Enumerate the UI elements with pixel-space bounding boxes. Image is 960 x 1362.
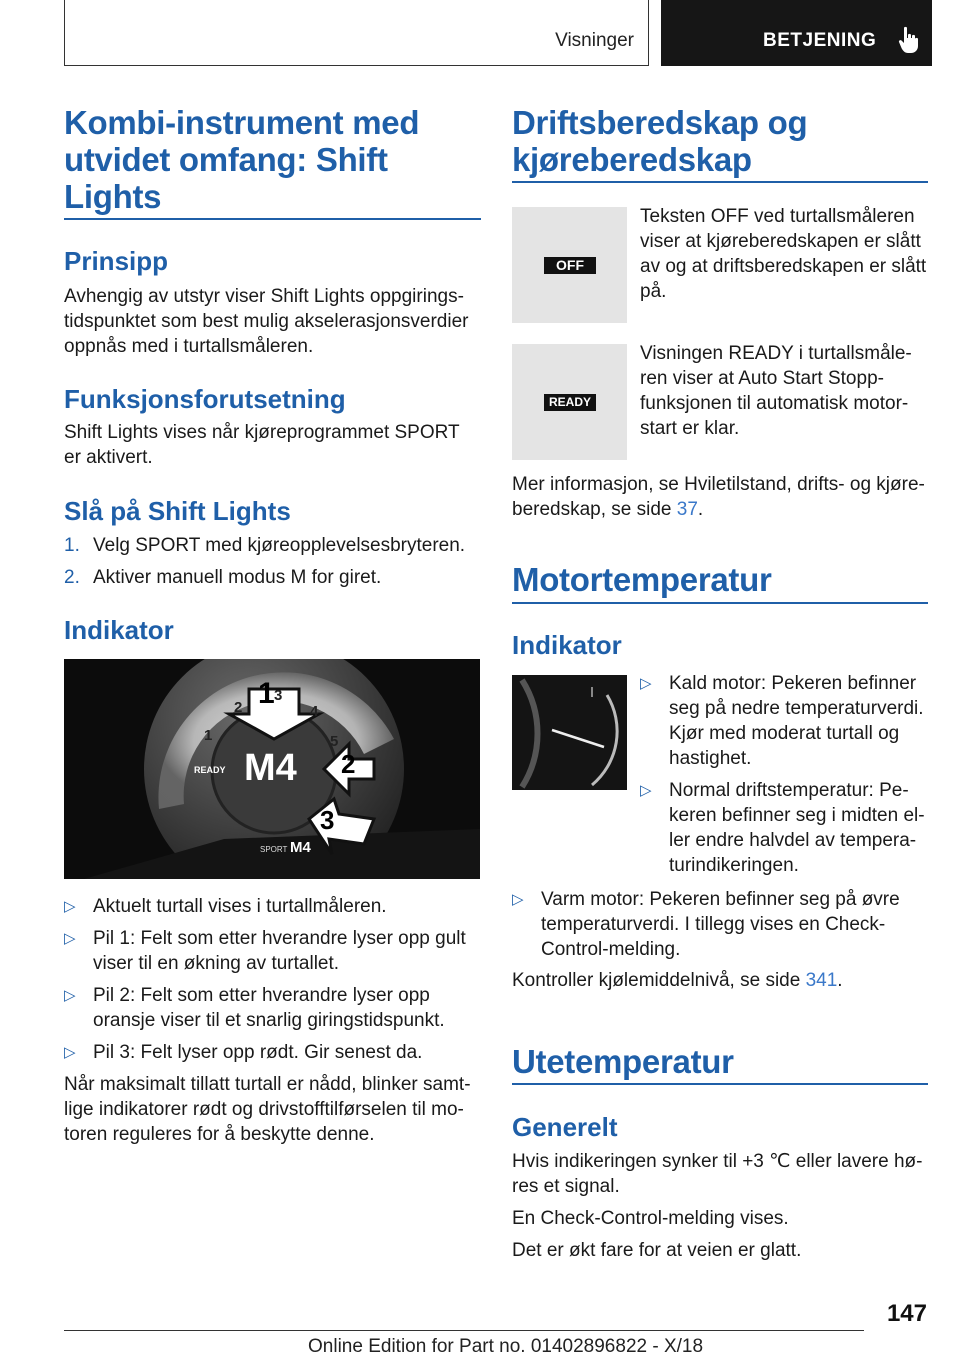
page-link-37[interactable]: 37 [676, 499, 698, 520]
list-item: ▷ Pil 1: Felt som etter hverandre lyser opp gult viser til en økning av turtallet. [64, 928, 466, 974]
triangle-bullet-icon: ▷ [512, 891, 524, 908]
arrow-1-label: 1 [258, 677, 275, 710]
general-text-1: Hvis indikeringen synker til +3 ℃ eller lavere hø-res et signal. [512, 1151, 923, 1197]
ready-label: READY [194, 765, 226, 775]
step-number: 1. [64, 535, 80, 556]
readiness-rule [512, 181, 928, 183]
triangle-bullet-icon: ▷ [640, 675, 652, 692]
arrow-3-label: 3 [320, 805, 335, 835]
requirement-text: Shift Lights vises når kjøreprogrammet SPORT er aktivert. [64, 422, 460, 468]
list-item: ▷ Kald motor: Pekeren befinner seg på nedre temperaturverdi. Kjør med moderat turtall og hastighet. [640, 673, 924, 769]
page-number: 147 [886, 1300, 927, 1327]
header-chapter-label: BETJENING [763, 30, 877, 51]
indicator-closing: Når maksimalt tillatt turtall er nådd, blinker samt-lige indikatorer rødt og drivstofftilførselen til mo-toren reguleres for å beskytte denne. [64, 1074, 471, 1145]
readiness-title: Driftsberedskap og kjøreberedskap [512, 104, 808, 178]
header-chapter-tab [661, 0, 932, 66]
temp-gauge-icon [512, 675, 627, 790]
page-link-341[interactable]: 341 [805, 970, 838, 991]
step-item [64, 533, 480, 558]
temp-gauge-figure [512, 675, 627, 790]
outside-temp-title: Utetemperatur [512, 1043, 734, 1080]
tick-5: 5 [330, 733, 339, 750]
title-rule [64, 218, 481, 220]
off-text: Teksten OFF ved turtallsmåleren viser at kjøreberedskapen er slått av og at driftsberedskapen er slått på. [640, 206, 927, 302]
header-section-tab [64, 0, 649, 66]
indicator-bullets [64, 894, 480, 1072]
triangle-bullet-icon: ▷ [64, 930, 76, 947]
step-text: Aktiver manuell modus M for giret. [93, 567, 382, 588]
engine-warm-bullet [512, 887, 930, 969]
list-item: ▷ Pil 3: Felt lyser opp rødt. Gir senest da. [64, 1042, 423, 1063]
shift-lights-title: Kombi-instrument med utvidet omfang: Shift Lights [64, 104, 420, 215]
footer-edition: Online Edition for Part no. 01402896822 - X/18 [308, 1336, 704, 1357]
arrow-2-label: 2 [341, 749, 356, 779]
general-heading: Generelt [512, 1112, 618, 1142]
principle-text: Avhengig av utstyr viser Shift Lights oppgirings-tidspunktet som best mulig akselerasjonsverdier oppnås med i turtallsmåleren. [64, 286, 469, 357]
more-info-text: Mer informasjon, se Hviletilstand, drifts- og kjøre-beredskap, se side 37. [512, 474, 925, 520]
general-text-3: Det er økt fare for at veien er glatt. [512, 1240, 802, 1261]
shift-lights-figure [64, 659, 480, 879]
list-item: ▷ Pil 2: Felt som etter hverandre lyser opp oransje viser til et snarlig giringstidspunkt. [64, 985, 445, 1031]
hand-pointer-icon [898, 26, 920, 54]
off-badge: OFF [544, 257, 596, 274]
triangle-bullet-icon: ▷ [64, 898, 76, 915]
coolant-check-text: Kontroller kjølemiddelnivå, se side 341. [512, 970, 843, 991]
ready-badge: READY [544, 394, 596, 411]
triangle-bullet-icon: ▷ [64, 1044, 76, 1061]
general-text-2: En Check-Control-melding vises. [512, 1208, 789, 1229]
requirement-heading: Funksjonsforutsetning [64, 384, 346, 414]
principle-heading: Prinsipp [64, 246, 169, 276]
off-badge-figure [512, 207, 627, 323]
step-number: 2. [64, 567, 80, 588]
sport-gear: M4 [290, 839, 311, 856]
tick-2: 2 [234, 699, 243, 716]
tick-1: 1 [204, 727, 213, 744]
list-item: ▷ Varm motor: Pekeren befinner seg på øvre temperaturverdi. I tillegg vises en Check-Control-melding. [512, 889, 900, 960]
sport-label: SPORT [260, 845, 288, 854]
footer-rule [64, 1330, 864, 1331]
step-item [64, 565, 480, 590]
tick-3: 3 [274, 687, 283, 704]
engine-rule [512, 602, 928, 604]
gear-display: M4 [244, 747, 297, 789]
triangle-bullet-icon: ▷ [64, 987, 76, 1004]
engine-temp-title: Motortemperatur [512, 561, 772, 598]
outside-rule [512, 1083, 928, 1085]
engine-indicator-heading: Indikator [512, 630, 622, 660]
list-item: ▷ Normal driftstemperatur: Pe-keren befinner seg i midten el-ler endre halvdel av tempera-turindikeringen. [640, 780, 925, 876]
triangle-bullet-icon: ▷ [640, 782, 652, 799]
list-item: ▷ Aktuelt turtall vises i turtallmåleren. [64, 896, 387, 917]
ready-text: Visningen READY i turtallsmåle-ren viser at Auto Start Stopp-funksjonen til automatisk motor-start er klar. [640, 343, 912, 439]
engine-bullets [640, 671, 930, 885]
tick-4: 4 [310, 703, 319, 720]
step-text: Velg SPORT med kjøreopplevelsesbryteren. [93, 535, 466, 556]
activate-heading: Slå på Shift Lights [64, 496, 291, 526]
ready-badge-figure [512, 344, 627, 460]
indicator-heading: Indikator [64, 615, 174, 645]
activate-steps [64, 533, 480, 597]
header-section-label: Visninger [555, 30, 634, 51]
